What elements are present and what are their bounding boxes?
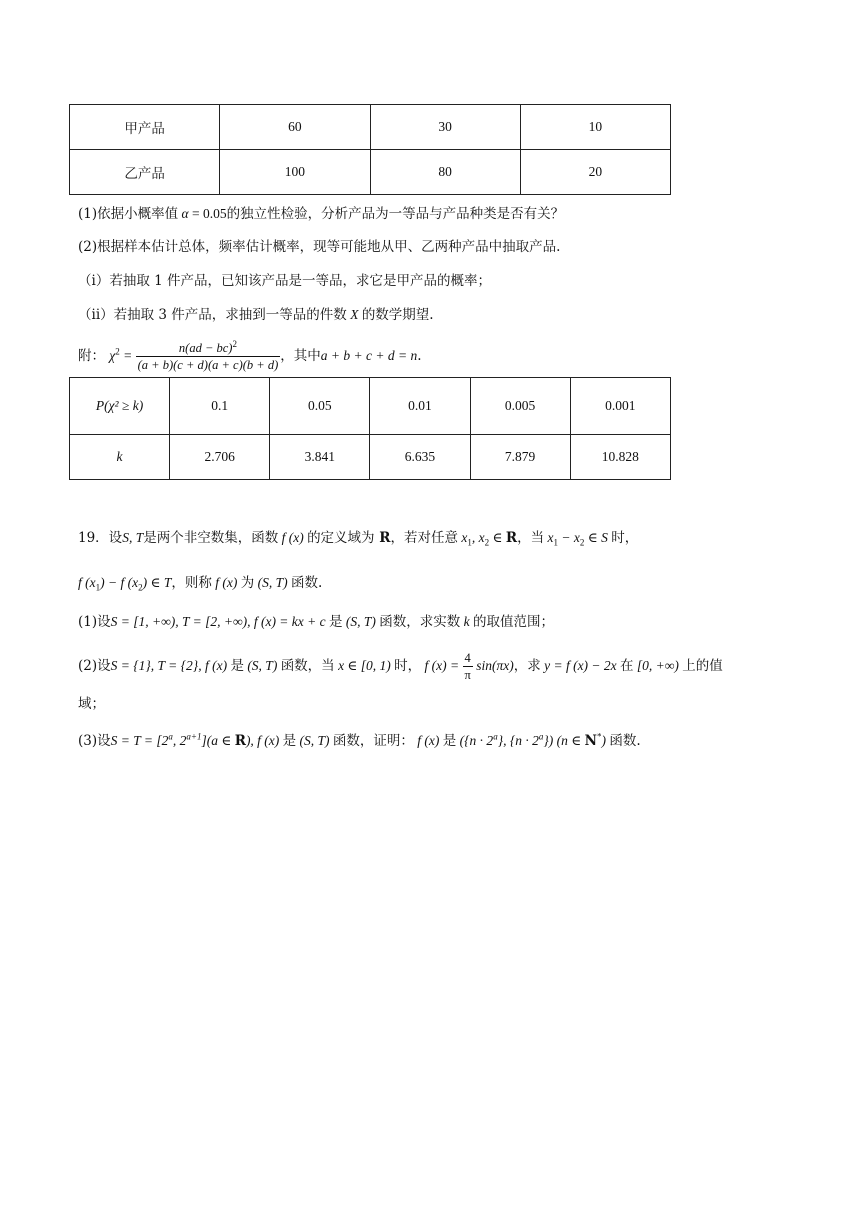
critical-value-table <box>69 377 671 480</box>
q18-part2-i: （i）若抽取 1 件产品，已知该产品是一等品，求它是甲产品的概率； <box>78 273 491 289</box>
q18-part1: (1)依据小概率值 α = 0.05的独立性检验，分析产品为一等品与产品种类是否有关？ <box>78 206 565 222</box>
table-cell: 乙产品 <box>70 150 220 195</box>
table-row <box>70 435 671 480</box>
table-cell: 0.005 <box>470 378 570 435</box>
table-row <box>70 378 671 435</box>
table-cell: 3.841 <box>270 435 370 480</box>
table-cell: 10.828 <box>570 435 670 480</box>
table-cell: 6.635 <box>370 435 470 480</box>
table-cell: 7.879 <box>470 435 570 480</box>
q18-part2-ii: （ii）若抽取 3 件产品，求抽到一等品的件数 X 的数学期望. <box>78 307 434 323</box>
chi-square-fraction: $\frac{n(ad - bc)^2}{(a + b)(c + d)(a + c)(b + d)}$ <box>137 338 279 372</box>
table-cell: 0.01 <box>370 378 470 435</box>
q19-part1: (1)设S = [1, +∞), T = [2, +∞), f (x) = kx + c 是 (S, T) 函数，求实数 k 的取值范围； <box>78 614 555 630</box>
table-row <box>70 105 671 150</box>
table-header-cell: P(χ² ≥ k) <box>70 378 170 435</box>
table-cell: 2.706 <box>170 435 270 480</box>
q19-definition: f $(x_1) - f$ $(x_2)$ ∈ T，则称 f (x) 为 (S, T) 函数. <box>78 575 323 593</box>
q18-part2: (2)根据样本估计总体，频率估计概率，现等可能地从甲、乙两种产品中抽取产品. <box>78 239 561 255</box>
table-cell: 30 <box>370 105 520 150</box>
table-cell: 100 <box>220 150 370 195</box>
table-cell: 甲产品 <box>70 105 220 150</box>
table-cell: 0.1 <box>170 378 270 435</box>
table-cell: 20 <box>520 150 670 195</box>
table-row <box>70 150 671 195</box>
q19-part2: (2)设S = {1}, T = {2}, f (x) 是 (S, T) 函数，当 x ∈ [0, 1) 时， f (x) = $\frac{4}{\pi}$ sin(πx)，求 y = f (x) − 2x 在 [0, +∞) 上的值 <box>78 651 723 682</box>
table-header-cell: k <box>70 435 170 480</box>
table-cell: 60 <box>220 105 370 150</box>
appendix-formula: 附： $\chi^2$ = $\frac{n(ad - bc)^2}{(a + b)(c + d)(a + c)(b + d)}$ ，其中a + b + c + d = n. <box>78 338 422 372</box>
q19-part3: (3)设$S = T = [2^a$, $2^{a+1}](a$ ∈ R), f (x) 是 (S, T) 函数，证明： f (x) 是 ($\{n \cdot 2^a\}$, $\{n \cdot 2^a\}$) (n ∈ N*) 函数. <box>78 731 641 749</box>
table-cell: 0.05 <box>270 378 370 435</box>
q19-part2-cont: 域； <box>78 696 105 712</box>
q19-intro: 19．设S, T是两个非空数集，函数 f (x) 的定义域为 R，若对任意 $x_1$, $x_2$ ∈ R，当 $x_1 - x_2$ ∈ S 时， <box>78 530 639 548</box>
table-cell: 80 <box>370 150 520 195</box>
product-table <box>69 104 671 195</box>
table-cell: 10 <box>520 105 670 150</box>
table-cell: 0.001 <box>570 378 670 435</box>
